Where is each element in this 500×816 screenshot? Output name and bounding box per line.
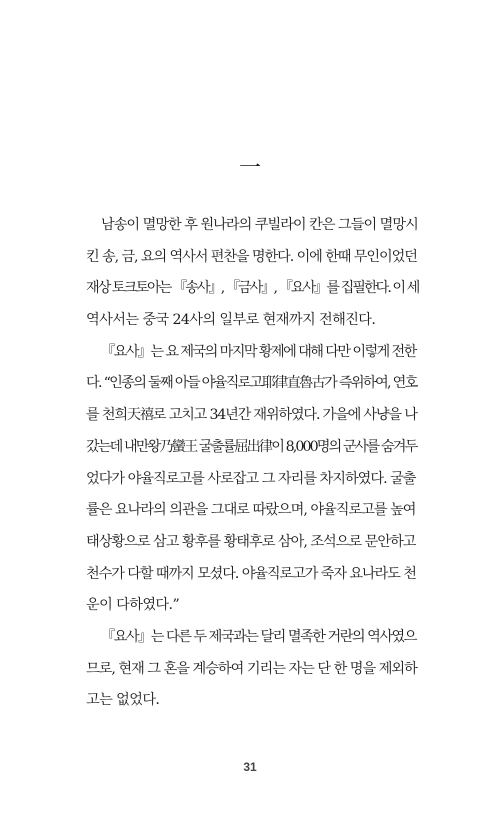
paragraph-1-line-1: 남송이 멸망한 후 원나라의 쿠빌라이 칸은 그들이 멸망시: [101, 217, 418, 233]
paragraph-3-line-2: 므로, 현재 그 혼을 계승하여 기리는 자는 단 한 명을 제외하: [86, 660, 417, 677]
paragraph-2-line-4: 갔는데 내만왕乃蠻王 굴출률屈出律이 8,000명의 군사를 숨겨두: [86, 438, 417, 455]
paragraph-1-line-3: 재상 토크토아는 『송사』, 『금사』, 『요사』를 집필한다. 이 세: [86, 280, 419, 297]
paragraph-2-line-8: 천수가 다할 때까지 모셨다. 야율직로고가 죽자 요나라도 천: [86, 565, 416, 582]
paragraph-2-line-9: 운이 다하였다.”: [86, 597, 180, 614]
chapter-number: 一: [238, 156, 261, 181]
paragraph-2-line-6: 률은 요나라의 의관을 그대로 따랐으며, 야율직로고를 높여: [86, 502, 416, 519]
paragraph-1-line-2: 킨 송, 금, 요의 역사서 편찬을 명한다. 이에 한때 무인이었던: [86, 248, 417, 265]
paragraph-2-line-1: 『요사』는 요 제국의 마지막 황제에 대해 다만 이렇게 전한: [101, 343, 416, 360]
paragraph-2-line-5: 었다가 야율직로고를 사로잡고 그 자리를 차지하였다. 굴출: [86, 470, 416, 487]
paragraph-3-line-3: 고는 없었다.: [86, 692, 160, 709]
paragraph-3-line-1: 『요사』는 다른 두 제국과는 달리 멸족한 거란의 역사였으: [101, 628, 416, 645]
paragraph-2-line-3: 를 천희天禧로 고치고 34년간 재위하였다. 가을에 사냥을 나: [86, 407, 417, 424]
paragraph-2-line-2: 다. “인종의 둘째 아들 야율직로고耶律直魯古가 즉위하여, 연호: [86, 375, 417, 392]
paragraph-1-line-4: 역사서는 중국 24사의 일부로 현재까지 전해진다.: [86, 312, 376, 329]
paragraph-2-line-7: 태상황으로 삼고 황후를 황태후로 삼아, 조석으로 문안하고: [86, 533, 416, 550]
page-number: 31: [243, 760, 257, 774]
body-text: [86, 210, 418, 717]
